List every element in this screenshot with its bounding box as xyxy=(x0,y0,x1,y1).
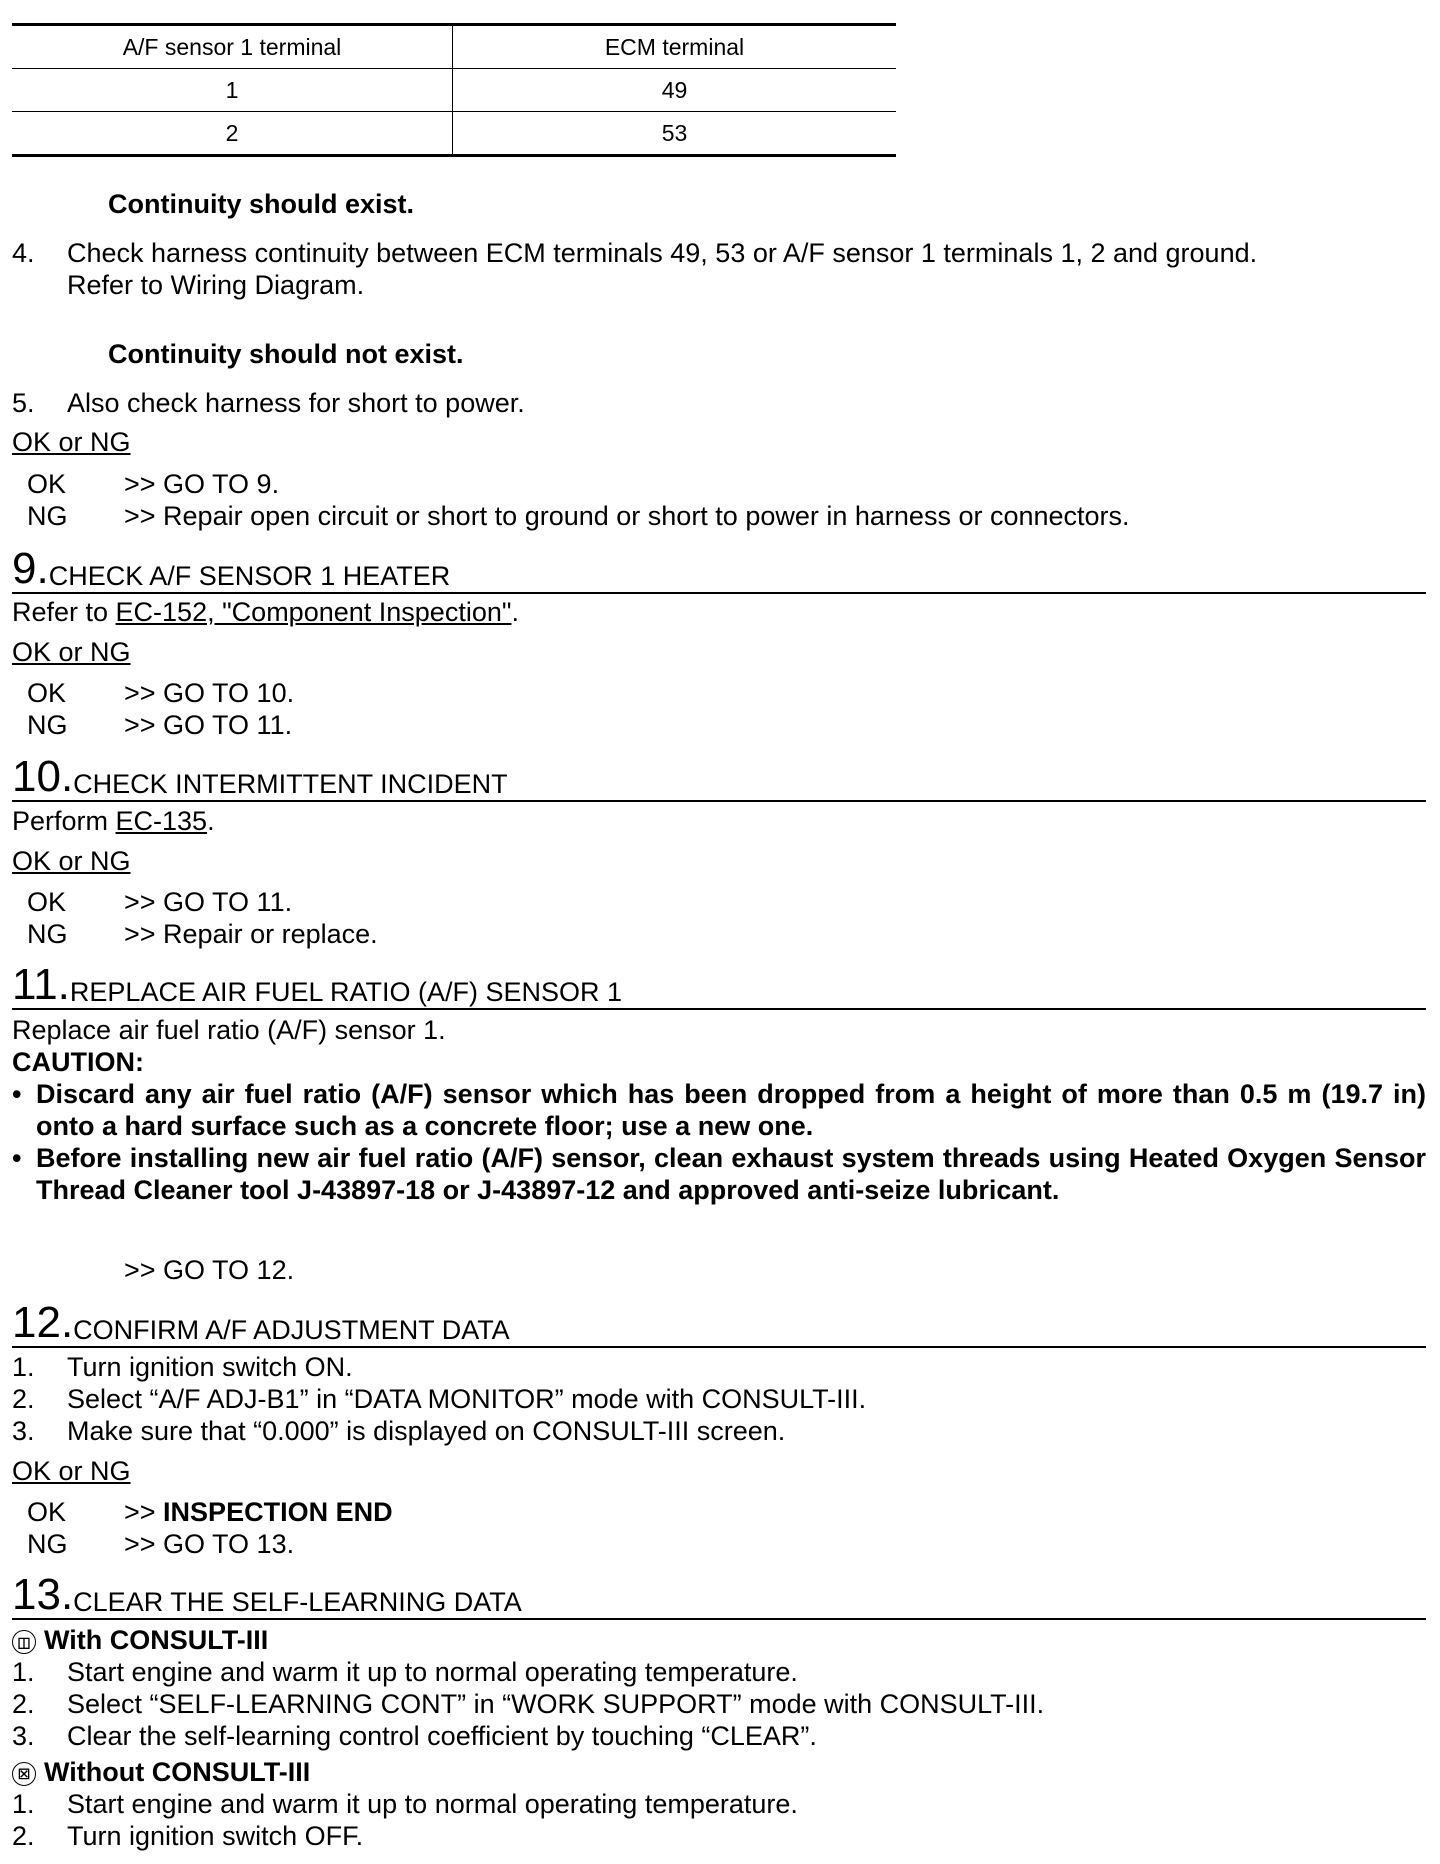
result-ng: NG >> GO TO 11. xyxy=(27,710,293,740)
item-number: 5. xyxy=(12,388,35,418)
step-10-header xyxy=(12,754,1426,802)
result-ok: OK >> INSPECTION END xyxy=(27,1497,393,1527)
item-number: 4. xyxy=(12,238,35,268)
table-header: A/F sensor 1 terminal xyxy=(12,25,453,69)
step-number: 13. xyxy=(12,1570,74,1619)
result-ng: NG >> Repair open circuit or short to ground or short to power in harness or connectors. xyxy=(27,501,1130,531)
table-cell: 49 xyxy=(453,69,897,112)
item-text-cont: Refer to Wiring Diagram. xyxy=(67,270,365,300)
step-title: CONFIRM A/F ADJUSTMENT DATA xyxy=(73,1315,510,1345)
step-12-header xyxy=(12,1300,1426,1348)
result-ok: OK >> GO TO 11. xyxy=(27,887,293,917)
ok-or-ng-heading: OK or NG xyxy=(12,637,131,667)
list-item: 3. Clear the self-learning control coefficient by touching “CLEAR”. xyxy=(12,1721,817,1751)
step-title: REPLACE AIR FUEL RATIO (A/F) SENSOR 1 xyxy=(69,977,623,1007)
table-cell: 1 xyxy=(12,69,453,112)
consult-tool-icon: ◫ xyxy=(12,1630,36,1654)
list-item: 1. Start engine and warm it up to normal operating temperature. xyxy=(12,1657,798,1687)
list-item: 1. Start engine and warm it up to normal operating temperature. xyxy=(12,1789,798,1819)
step-12-list xyxy=(12,1351,866,1447)
step-item-4 xyxy=(12,237,1257,301)
list-item: 2. Select “SELF-LEARNING CONT” in “WORK SUPPORT” mode with CONSULT-III. xyxy=(12,1689,1045,1719)
caution-bullet-2: • Before installing new air fuel ratio (A/F) sensor, clean exhaust system threads using Heated Oxygen Sensor Thread Cleaner tool J-43897-18 or J-43897-12 and approved anti-seize lubricant. xyxy=(12,1143,1426,1205)
ref-link[interactable]: EC-135 xyxy=(115,806,208,836)
step-9-header xyxy=(12,546,1426,594)
table-header: ECM terminal xyxy=(453,25,897,69)
step-11-header xyxy=(12,962,1426,1010)
table-row xyxy=(12,112,896,156)
list-item: 1. Turn ignition switch ON. xyxy=(12,1352,353,1382)
step-item-5 xyxy=(12,387,525,419)
step-number: 9. xyxy=(12,544,49,593)
step-10-text: Perform EC-135. xyxy=(12,806,215,836)
step-title: CLEAR THE SELF-LEARNING DATA xyxy=(73,1587,522,1617)
step-9-text: Refer to EC-152, "Component Inspection". xyxy=(12,597,519,627)
ok-or-ng-heading: OK or NG xyxy=(12,846,131,876)
step-number: 10. xyxy=(12,752,74,801)
result-ok: OK >> GO TO 9. xyxy=(27,469,280,499)
table-cell: 2 xyxy=(12,112,453,156)
result-ng: NG >> Repair or replace. xyxy=(27,919,378,949)
item-text: Check harness continuity between ECM terminals 49, 53 or A/F sensor 1 terminals 1, 2 and ground. xyxy=(67,238,1258,268)
no-consult-tool-icon: ☒ xyxy=(12,1762,36,1786)
result-ok: OK >> GO TO 10. xyxy=(27,678,295,708)
step-title: CHECK INTERMITTENT INCIDENT xyxy=(73,769,508,799)
step-11-text: Replace air fuel ratio (A/F) sensor 1. xyxy=(12,1015,446,1045)
caution-label: CAUTION: xyxy=(12,1047,144,1077)
ok-or-ng-heading: OK or NG xyxy=(12,427,131,457)
with-consult-heading: ◫ With CONSULT-III xyxy=(12,1624,268,1656)
step-title: CHECK A/F SENSOR 1 HEATER xyxy=(48,561,451,591)
table-row xyxy=(12,69,896,112)
terminal-table xyxy=(12,23,896,157)
table-cell: 53 xyxy=(453,112,897,156)
ref-link[interactable]: EC-152, "Component Inspection" xyxy=(115,597,512,627)
with-consult-list xyxy=(12,1656,1044,1752)
caution-bullet-1: • Discard any air fuel ratio (A/F) sensor which has been dropped from a height of more than 0.5 m (19.7 in) onto a hard surface such as a concrete floor; use a new one. xyxy=(12,1079,1426,1141)
item-text: Also check harness for short to power. xyxy=(67,388,525,418)
step-number: 11. xyxy=(12,960,70,1009)
without-consult-heading: ☒ Without CONSULT-III xyxy=(12,1756,310,1788)
ok-or-ng-heading: OK or NG xyxy=(12,1456,131,1486)
spec-continuity-exist: Continuity should exist. xyxy=(108,189,415,219)
list-item: 2. Turn ignition switch OFF. xyxy=(12,1821,364,1851)
step-13-header xyxy=(12,1572,1426,1620)
list-item: 2. Select “A/F ADJ-B1” in “DATA MONITOR” mode with CONSULT-III. xyxy=(12,1384,867,1414)
without-consult-list xyxy=(12,1788,798,1852)
step-number: 12. xyxy=(12,1298,74,1347)
step-11-goto: >> GO TO 12. xyxy=(124,1255,295,1285)
table-header-row xyxy=(12,25,896,69)
list-item: 3. Make sure that “0.000” is displayed on CONSULT-III screen. xyxy=(12,1416,786,1446)
result-ng: NG >> GO TO 13. xyxy=(27,1529,295,1559)
spec-continuity-not-exist: Continuity should not exist. xyxy=(108,339,464,369)
